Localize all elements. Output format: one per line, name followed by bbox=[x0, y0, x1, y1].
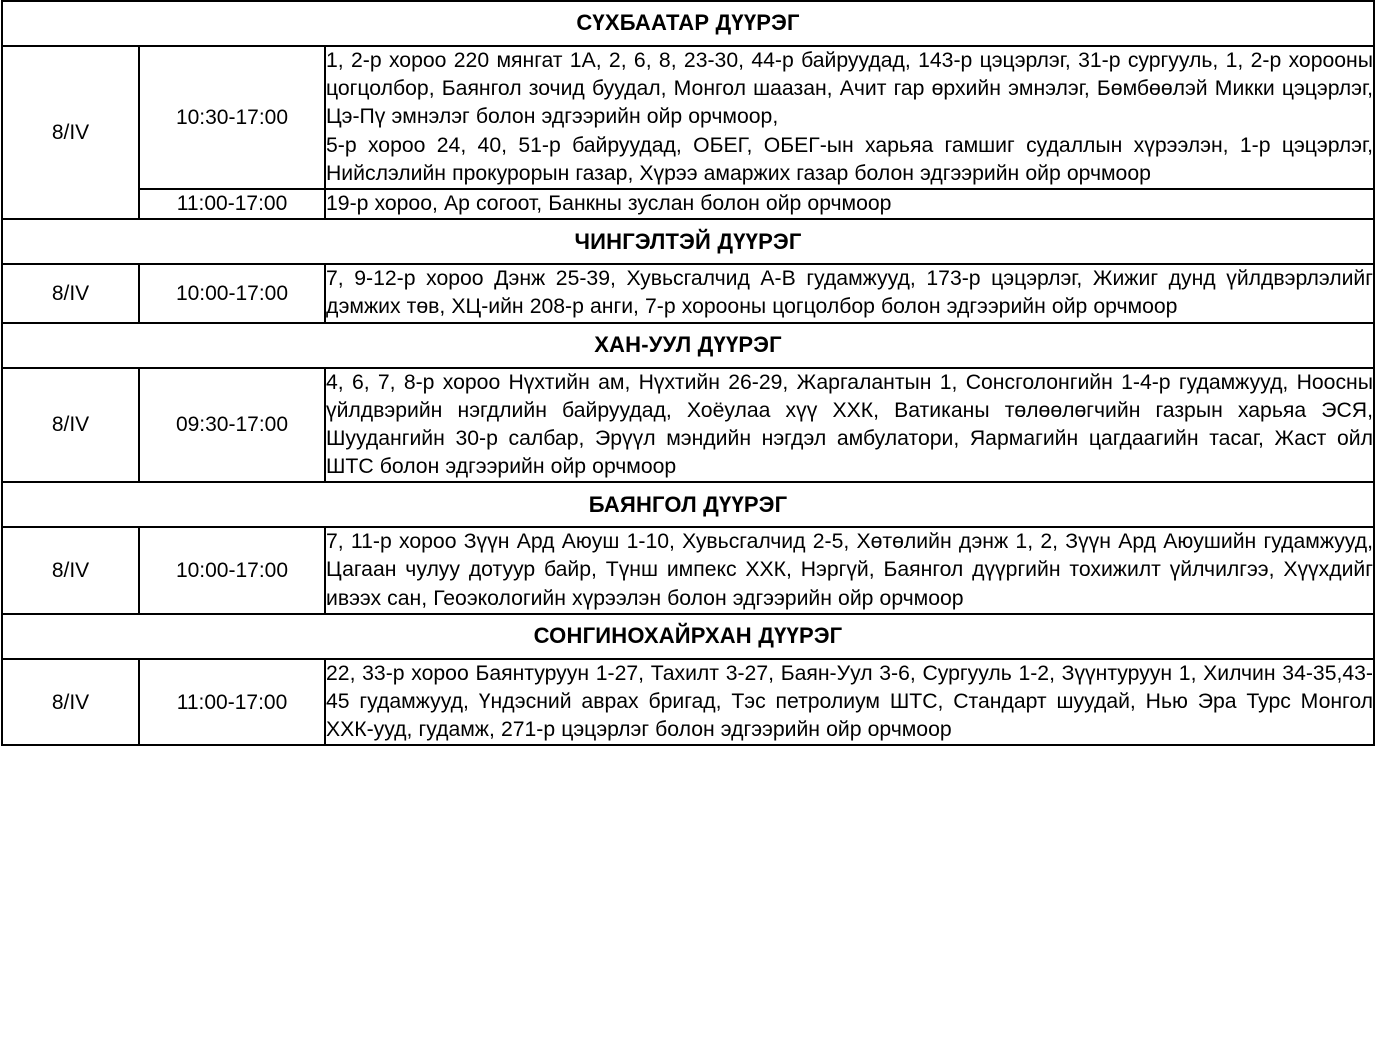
time-cell: 10:00-17:00 bbox=[139, 264, 325, 322]
areas-cell bbox=[325, 46, 1374, 189]
table-row bbox=[2, 368, 1374, 483]
district-title: БАЯНГОЛ ДҮҮРЭГ bbox=[2, 482, 1374, 527]
district-title: СОНГИНОХАЙРХАН ДҮҮРЭГ bbox=[2, 614, 1374, 659]
areas-cell bbox=[325, 189, 1374, 219]
date-cell: 8/IV bbox=[2, 659, 139, 746]
district-title: ХАН-УУЛ ДҮҮРЭГ bbox=[2, 323, 1374, 368]
district-title: ЧИНГЭЛТЭЙ ДҮҮРЭГ bbox=[2, 219, 1374, 264]
district-header-row bbox=[2, 1, 1374, 46]
outage-schedule-table bbox=[1, 0, 1375, 746]
areas-cell bbox=[325, 527, 1374, 614]
table-row bbox=[2, 46, 1374, 189]
time-cell: 11:00-17:00 bbox=[139, 659, 325, 746]
areas-paragraph: 7, 9-12-р хороо Дэнж 25-39, Хувьсгалчид А-В гудамжууд, 173-р цэцэрлэг, Жижиг дунд үйлдвэрлэлийг дэмжих төв, ХЦ-ийн 208-р анги, 7-р хорооны цогцолбор болон эдгээрийн ойр орчмоор bbox=[326, 267, 1373, 319]
district-header-row bbox=[2, 323, 1374, 368]
areas-paragraph: 22, 33-р хороо Баянтуруун 1-27, Тахилт 3-27, Баян-Уул 3-6, Сургууль 1-2, Зүүнтуруун 1, Хилчин 34-35,43-45 гудамжууд, Үндэсний аврах бригад, Тэс петролиум ШТС, Стандарт шуудай, Нью Эра Турс Монгол ХХК-ууд, гудамж, 271-р цэцэрлэг болон эдгээрийн ойр орчмоор bbox=[326, 661, 1373, 742]
date-cell: 8/IV bbox=[2, 368, 139, 483]
table-body bbox=[2, 1, 1374, 745]
district-header-row bbox=[2, 614, 1374, 659]
areas-paragraph: 4, 6, 7, 8-р хороо Нүхтийн ам, Нүхтийн 26-29, Жаргалантын 1, Сонсголонгийн 1-4-р гудамжууд, Ноосны үйлдвэрийн нэгдлийн байруудад, Хоёулаа хүү ХХК, Ватиканы төлөөлөгчийн газрын харьяа ЭСЯ, Шуудангийн 30-р салбар, Эрүүл мэндийн нэгдэл амбулатори, Яармагийн цагдаагийн тасаг, Жаст ойл ШТС болон эдгээрийн ойр орчмоор bbox=[326, 370, 1373, 479]
district-title: СҮХБААТАР ДҮҮРЭГ bbox=[2, 1, 1374, 46]
table-row bbox=[2, 659, 1374, 746]
areas-cell bbox=[325, 368, 1374, 483]
time-cell: 10:00-17:00 bbox=[139, 527, 325, 614]
district-header-row bbox=[2, 482, 1374, 527]
areas-paragraph: 7, 11-р хороо Зүүн Ард Аюуш 1-10, Хувьсгалчид 2-5, Хөтөлийн дэнж 1, 2, Зүүн Ард Аюушийн гудамжууд, Цагаан чулуу дотуур байр, Түнш импекс ХХК, Нэргүй, Баянгол дүүргийн тохижилт үйлчилгээ, Хүүхдийг ивээх сан, Геоэкологийн хүрээлэн болон эдгээрийн ойр орчмоор bbox=[326, 530, 1373, 610]
areas-paragraph: 5-р хороо 24, 40, 51-р байруудад, ОБЕГ, ОБЕГ-ын харьяа гамшиг судаллын хүрээлэн, 1-р цэцэрлэг, Нийслэлийн прокурорын газар, Хүрээ амаржих газар болон эдгээрийн ойр орчмоор bbox=[326, 133, 1373, 185]
time-cell: 10:30-17:00 bbox=[139, 46, 325, 189]
time-cell: 11:00-17:00 bbox=[139, 189, 325, 219]
district-header-row bbox=[2, 219, 1374, 264]
table-row bbox=[2, 527, 1374, 614]
areas-paragraph: 1, 2-р хороо 220 мянгат 1А, 2, 6, 8, 23-30, 44-р байруудад, 143-р цэцэрлэг, 31-р сургууль, 1, 2-р хорооны цогцолбор, Баянгол зочид буудал, Монгол шаазан, Ачит гар өрхийн эмнэлэг, Бөмбөөлэй Микки цэцэрлэг, Цэ-Пү эмнэлэг болон эдгээрийн ойр орчмоор, bbox=[326, 49, 1373, 129]
areas-cell bbox=[325, 264, 1374, 322]
table-row bbox=[2, 264, 1374, 322]
date-cell: 8/IV bbox=[2, 46, 139, 219]
date-cell: 8/IV bbox=[2, 527, 139, 614]
date-cell: 8/IV bbox=[2, 264, 139, 322]
table-row bbox=[2, 189, 1374, 219]
areas-cell bbox=[325, 659, 1374, 746]
areas-paragraph: 19-р хороо, Ар согоот, Банкны зуслан болон ойр орчмоор bbox=[326, 191, 892, 215]
time-cell: 09:30-17:00 bbox=[139, 368, 325, 483]
